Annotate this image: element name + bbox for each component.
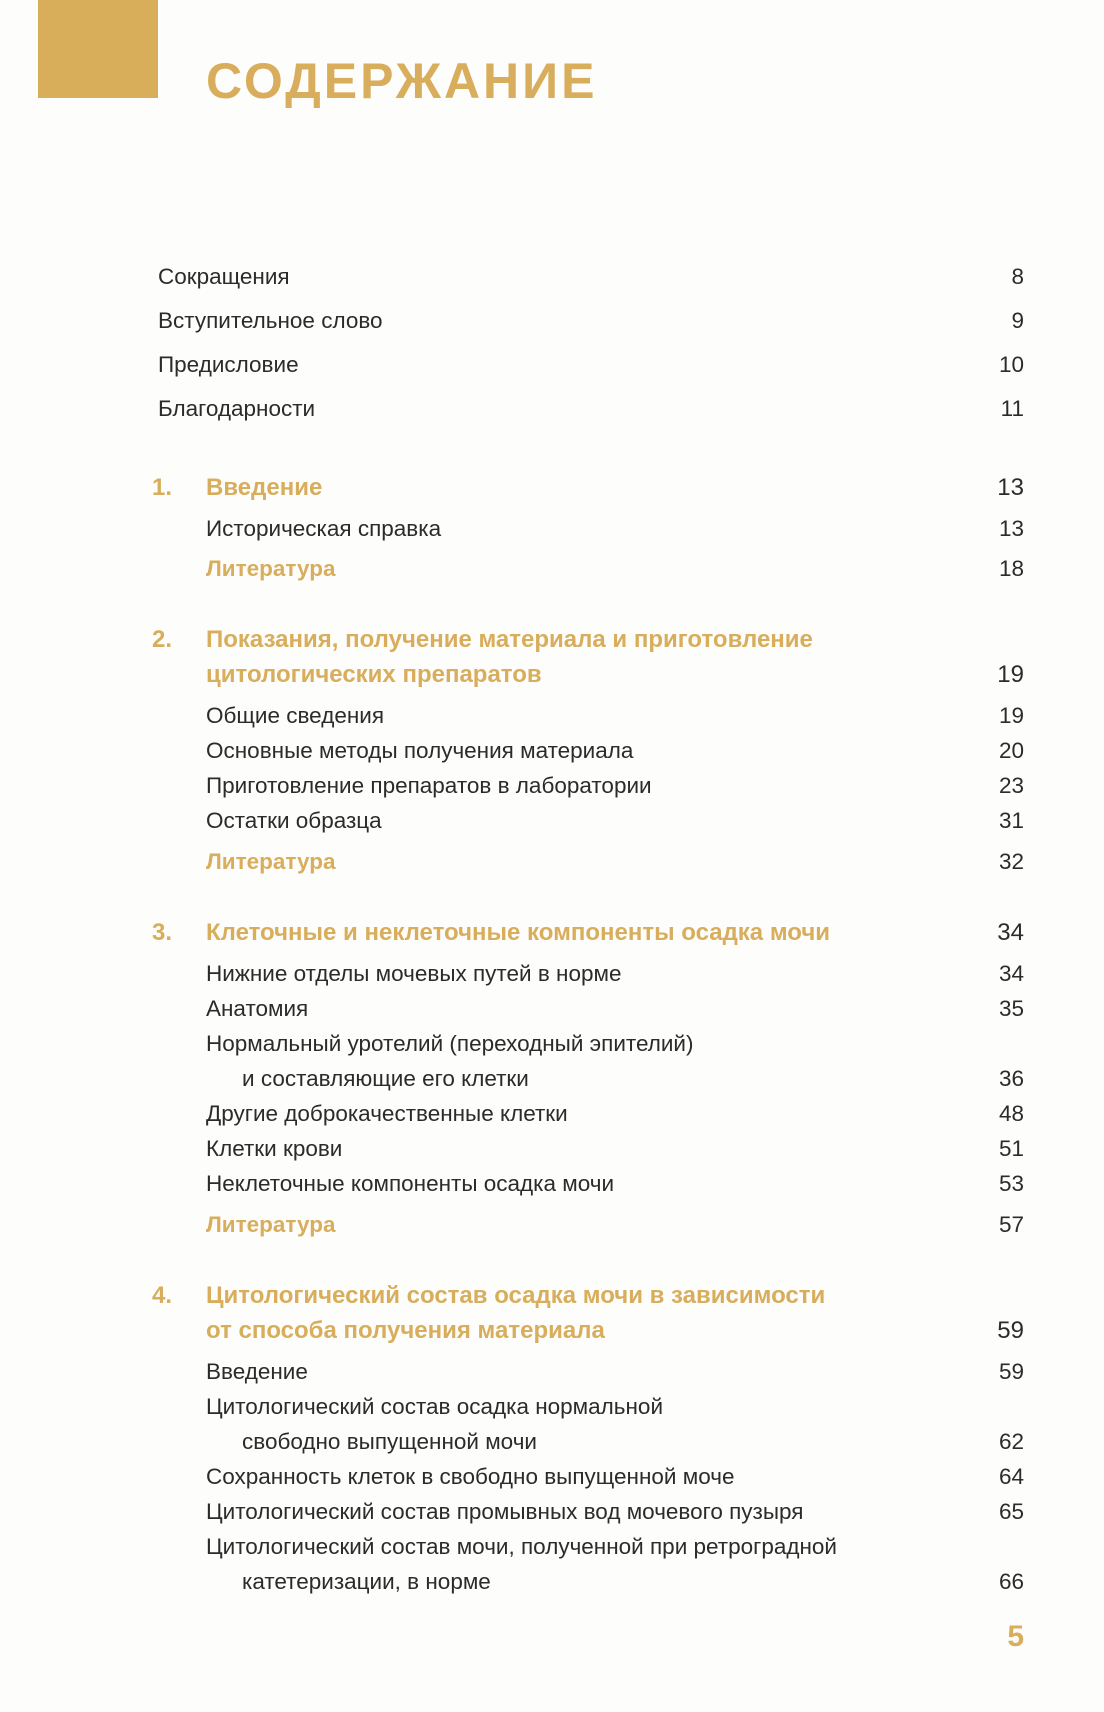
toc-entry[interactable] [0,808,1104,844]
toc-entry-page: 11 [1000,396,1024,421]
toc-entry[interactable] [0,1499,1104,1535]
chapter-page: 59 [997,1317,1024,1344]
toc-entry-label: Сохранность клеток в свободно выпущенной моче [206,1464,735,1489]
toc-entry-label: Остатки образца [206,808,382,833]
toc-entry-label: катетеризации, в норме [242,1569,491,1594]
toc-entry-label: Клетки крови [206,1136,343,1161]
toc-entry[interactable] [0,308,1104,344]
chapter-title: от способа получения материала [206,1317,605,1344]
toc-entry-label: Нижние отделы мочевых путей в норме [206,961,622,986]
toc-entry-label: и составляющие его клетки [242,1066,529,1091]
chapter-number: 3. [152,919,173,946]
toc-entry-label: Благодарности [158,396,316,421]
toc-entry-page: 9 [1011,308,1024,333]
chapter-heading[interactable] [0,626,1104,662]
toc-entry-page: 35 [998,996,1024,1021]
toc-entry-label: Вступительное слово [158,308,383,333]
toc-entry-page: 65 [998,1499,1024,1524]
toc-entry-label: Основные методы получения материала [206,738,634,763]
toc-entry-label: Приготовление препаратов в лаборатории [206,773,652,798]
chapter-page: 19 [997,661,1024,688]
toc-entry-page: 64 [998,1464,1024,1489]
toc-entry[interactable] [0,703,1104,739]
toc-entry[interactable] [0,961,1104,997]
toc-entry-page: 23 [998,773,1024,798]
toc-entry[interactable] [0,516,1104,552]
chapter-title: Цитологический состав осадка мочи в зависимости [206,1282,826,1309]
chapter-page: 13 [997,474,1024,501]
toc-entry-page: 36 [998,1066,1024,1091]
toc-entry-label: Цитологический состав промывных вод мочевого пузыря [206,1499,804,1524]
chapter-heading-cont[interactable] [0,661,1104,697]
toc-entry-page: 34 [998,961,1024,986]
toc-entry-label: Историческая справка [206,516,442,541]
toc-entry-page: 8 [1011,264,1024,289]
chapter-title: Введение [206,474,323,501]
literature-page: 18 [998,556,1024,581]
toc-entry-label: Другие доброкачественные клетки [206,1101,568,1126]
toc-entry-page: 48 [998,1101,1024,1126]
chapter-heading[interactable] [0,474,1104,510]
toc-entry-label: Сокращения [158,264,290,289]
literature-label: Литература [206,1212,336,1237]
chapter-number: 1. [152,474,173,501]
toc-entry-page: 13 [998,516,1024,541]
toc-entry[interactable] [0,264,1104,300]
toc-entry[interactable] [0,1101,1104,1137]
toc-entry-page: 62 [998,1429,1024,1454]
toc-entry-cont[interactable] [0,1569,1104,1605]
chapter-heading[interactable] [0,919,1104,955]
literature-entry[interactable] [0,556,1104,592]
toc-entry-page: 53 [998,1171,1024,1196]
literature-page: 32 [998,849,1024,874]
toc-entry[interactable] [0,1464,1104,1500]
toc-entry-cont[interactable] [0,1066,1104,1102]
toc-entry-page: 31 [998,808,1024,833]
chapter-heading-cont[interactable] [0,1317,1104,1353]
toc-entry[interactable] [0,996,1104,1032]
toc-entry-page: 51 [998,1136,1024,1161]
toc-entry-page: 19 [998,703,1024,728]
literature-entry[interactable] [0,1212,1104,1248]
toc-entry-label: Неклеточные компоненты осадка мочи [206,1171,615,1196]
toc-entry-label: Введение [206,1359,308,1384]
literature-page: 57 [998,1212,1024,1237]
toc-entry[interactable] [0,1359,1104,1395]
literature-label: Литература [206,849,336,874]
literature-entry[interactable] [0,849,1104,885]
chapter-page: 34 [997,919,1024,946]
accent-block [38,0,158,98]
toc-entry[interactable] [0,738,1104,774]
toc-entry-label: Цитологический состав мочи, полученной при ретроградной [206,1534,837,1559]
toc-entry-label: Цитологический состав осадка нормальной [206,1394,664,1419]
toc-entry[interactable] [0,1394,1104,1430]
toc-entry-page: 59 [998,1359,1024,1384]
chapter-title: Показания, получение материала и приготовление [206,626,813,653]
chapter-number: 2. [152,626,173,653]
chapter-heading[interactable] [0,1282,1104,1318]
toc-entry-cont[interactable] [0,1429,1104,1465]
toc-entry[interactable] [0,1031,1104,1067]
toc-entry-page: 66 [998,1569,1024,1594]
toc-entry-page: 20 [998,738,1024,763]
chapter-number: 4. [152,1282,173,1309]
toc-entry-label: Предисловие [158,352,299,377]
toc-entry-label: Анатомия [206,996,309,1021]
page-title: СОДЕРЖАНИЕ [206,53,598,109]
toc-entry-label: Нормальный уротелий (переходный эпителий) [206,1031,694,1056]
toc-entry-label: свободно выпущенной мочи [242,1429,537,1454]
toc-entry[interactable] [0,1136,1104,1172]
chapter-title: цитологических препаратов [206,661,542,688]
toc-entry[interactable] [0,396,1104,432]
toc-entry[interactable] [0,1534,1104,1570]
chapter-title: Клеточные и неклеточные компоненты осадка мочи [206,919,831,946]
toc-entry[interactable] [0,352,1104,388]
toc-entry[interactable] [0,773,1104,809]
literature-label: Литература [206,556,336,581]
toc-entry-label: Общие сведения [206,703,385,728]
page-number: 5 [1007,1620,1024,1653]
toc-entry[interactable] [0,1171,1104,1207]
toc-entry-page: 10 [998,352,1024,377]
